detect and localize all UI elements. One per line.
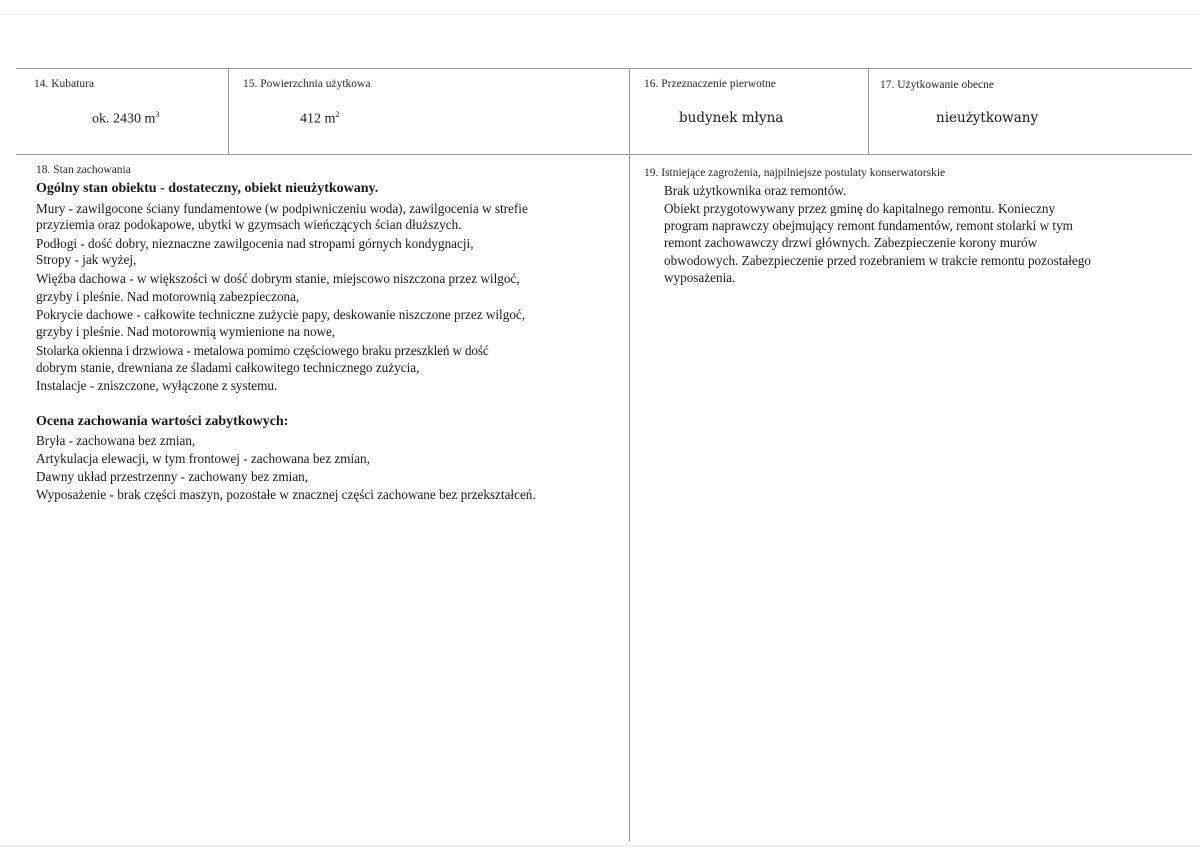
section-18-line: Stropy - jak wyżej,: [36, 252, 137, 267]
section-18-line-2: Wyposażenie - brak części maszyn, pozostałe w znacznej części zachowane bez przekształceń.: [36, 487, 536, 502]
section-19-first-line: Brak użytkownika oraz remontów.: [664, 183, 847, 198]
section-18-line: grzyby i pleśnie. Nad motorownią wymienione na nowe,: [36, 324, 336, 339]
section-18-line-2: Dawny układ przestrzenny - zachowany bez zmian,: [36, 469, 309, 484]
field-14-value: [92, 110, 159, 128]
section-18-line: przyziemia oraz podokapowe, ubytki w gzymsach wieńczących ścian dłuższych.: [36, 217, 462, 232]
col-divider-16-17: [868, 68, 869, 154]
section-19-line: wyposażenia.: [664, 270, 736, 285]
col-divider-14-15: [228, 68, 229, 154]
field-15-value: [300, 110, 339, 128]
field-14-value-text: ok. 2430 m: [92, 111, 156, 127]
section-18-line: Pokrycie dachowe - całkowite techniczne zużycie papy, deskowanie niszczone przez wilgoć,: [36, 307, 526, 322]
section-19-line: Obiekt przygotowywany przez gminę do kapitalnego remontu. Konieczny: [664, 201, 1056, 216]
section-18-line-2: Artykulacja elewacji, w tym frontowej - zachowana bez zmian,: [36, 451, 370, 466]
section-19-line: program naprawczy obejmujący remont fundamentów, remont stolarki w tym: [664, 218, 1073, 233]
field-17-value: nieużytkowany: [936, 110, 1039, 126]
section-18-line: grzyby i pleśnie. Nad motorownią zabezpieczona,: [36, 289, 300, 304]
section-18-label: 18. Stan zachowania: [36, 164, 131, 176]
field-14-label: 14. Kubatura: [34, 78, 95, 90]
section-18-heading: Ogólny stan obiektu - dostateczny, obiekt nieużytkowany.: [36, 181, 379, 196]
section-18-line: Podłogi - dość dobry, nieznaczne zawilgocenia nad stropami górnych kondygnacji,: [36, 236, 474, 251]
section-18-line: Mury - zawilgocone ściany fundamentowe (w podpiwniczeniu woda), zawilgocenia w strefie: [36, 201, 528, 216]
field-14-unit-sup: 3: [155, 110, 160, 119]
field-16-value: budynek młyna: [679, 110, 784, 126]
section-18-line: Stolarka okienna i drzwiowa - metalowa pomimo częściowego braku przeszkleń w dość: [36, 343, 489, 358]
field-15-label: 15. Powierzchnia użytkowa: [243, 78, 371, 90]
table-header-divider: [16, 154, 1192, 155]
section-19-label: 19. Istniejące zagrożenia, najpilniejsze postulaty konserwatorskie: [644, 167, 946, 179]
field-15-unit-sup: 2: [335, 110, 340, 119]
col-divider-main: [629, 68, 630, 841]
section-18-line: Więźba dachowa - w większości w dość dobrym stanie, miejscowo niszczona przez wilgoć,: [36, 271, 520, 286]
field-17-label: 17. Użytkowanie obecne: [880, 79, 995, 91]
field-16-label: 16. Przeznaczenie pierwotne: [644, 78, 776, 90]
table-top-border: [16, 68, 1192, 69]
section-18-heading-2: Ocena zachowania wartości zabytkowych:: [36, 414, 289, 429]
section-18-line: dobrym stanie, drewniana ze śladami całkowitego technicznego zużycia,: [36, 360, 420, 375]
section-19-line: obwodowych. Zabezpieczenie przed rozebraniem w trakcie remontu pozostałego: [664, 253, 1091, 268]
scan-edge-top: [0, 14, 1200, 15]
section-18-line-2: Bryła - zachowana bez zmian,: [36, 433, 196, 448]
field-15-value-text: 412 m: [300, 111, 336, 127]
section-19-line: remont zachowawczy drzwi głównych. Zabezpieczenie korony murów: [664, 235, 1038, 250]
scan-edge-bottom: [0, 845, 1200, 847]
section-18-line: Instalacje - zniszczone, wyłączone z systemu.: [36, 378, 278, 393]
